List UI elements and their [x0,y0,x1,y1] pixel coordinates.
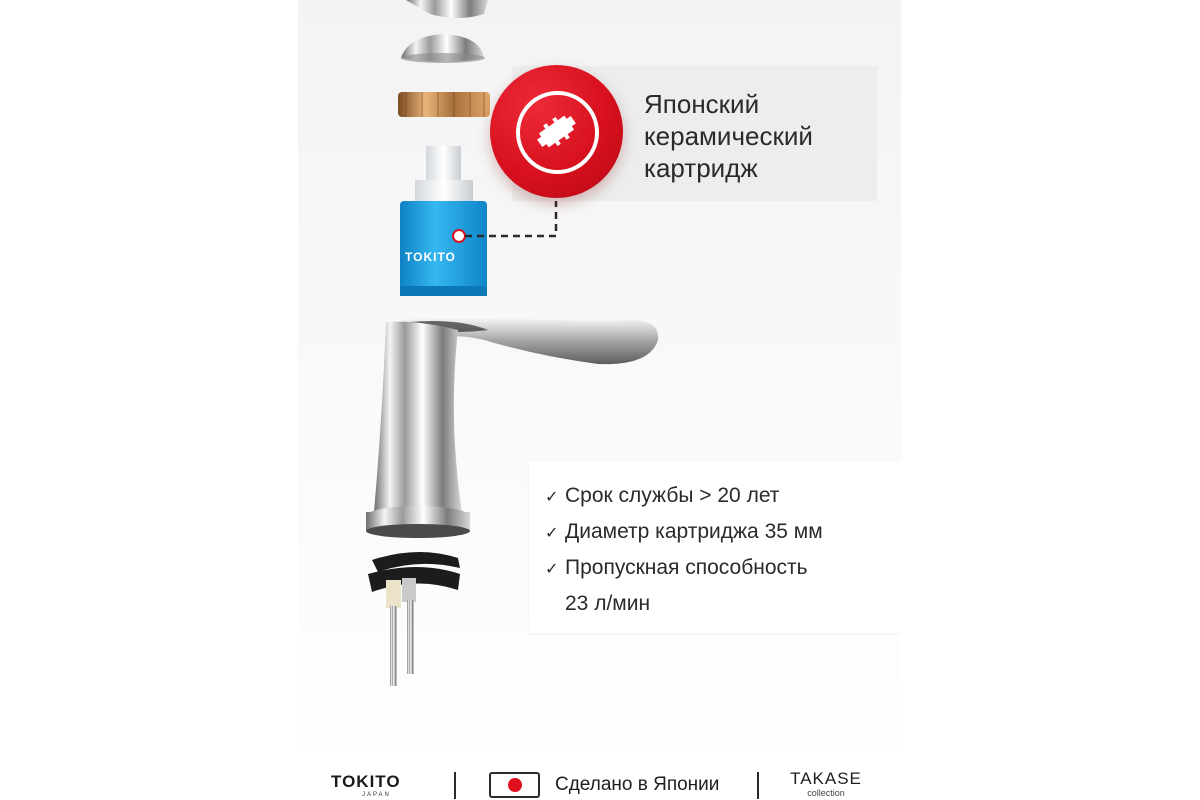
callout-line-2: керамический [644,121,813,151]
cartridge-brand-label: TOKITO [405,250,456,264]
brand-name: TOKITO [331,772,401,791]
collection-subtitle: collection [807,788,845,798]
callout-text [644,88,884,184]
product-poster [298,0,901,800]
check-icon: ✓ [545,561,559,578]
feature-label: Диаметр картриджа 35 мм [565,520,823,543]
feature-label: Срок службы > 20 лет [565,484,780,507]
cap-fragment [406,0,488,18]
feature-diameter [545,520,823,544]
feature-label: Пропускная способность [565,556,808,579]
hose-right [407,600,414,674]
check-icon: ✓ [545,525,559,542]
callout-line-1: Японский [644,89,760,119]
divider [454,772,456,799]
collection-logo [786,769,866,798]
hose-left [390,606,397,686]
divider [757,772,759,799]
japan-flag-icon [489,772,540,798]
brand-subtitle: JAPAN [362,792,391,798]
made-in-japan-label: Сделано в Японии [555,774,720,795]
feature-flow [545,556,808,580]
flag-circle [508,778,522,792]
features-panel [529,462,901,633]
feature-lifetime [545,484,779,508]
cartridge-icon [531,106,582,157]
cartridge-badge [490,65,623,198]
cartridge-stem [426,146,461,184]
brass-nut [398,92,490,117]
feature-flow-value: 23 л/мин [565,592,651,615]
check-icon: ✓ [545,489,559,506]
tokito-logo [331,772,423,800]
collection-name: TAKASE [790,769,862,788]
cartridge-body [400,201,487,295]
footer-bar [298,752,901,800]
callout-line-3: картридж [644,153,758,183]
faucet-body [374,322,462,512]
